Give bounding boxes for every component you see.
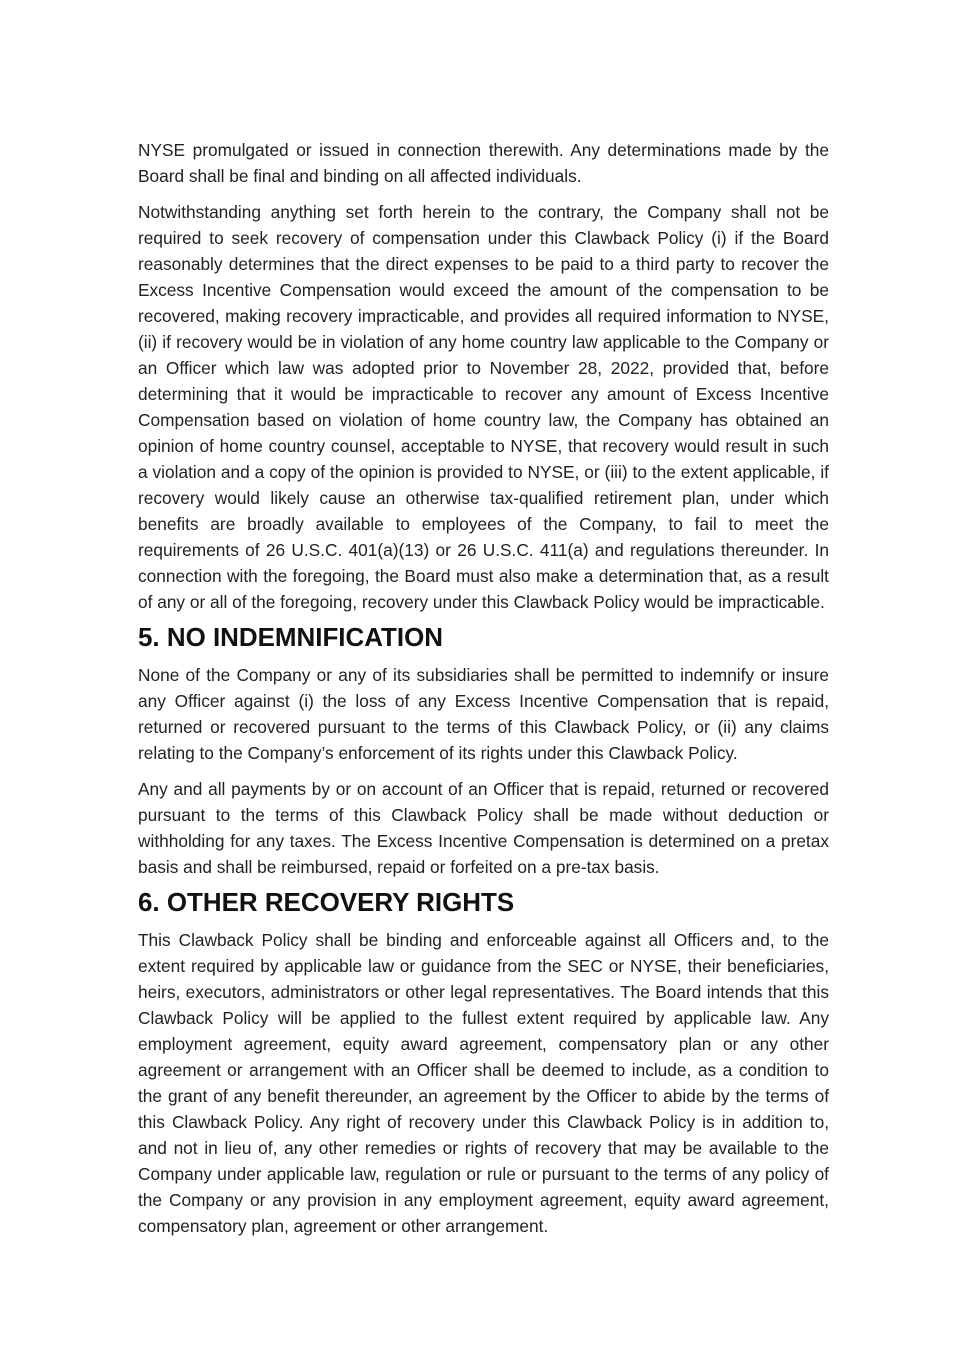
paragraph-no-indemnification: None of the Company or any of its subsidiaries shall be permitted to indemnify or insure any Officer against (i) the loss of any Excess Incentive Compensation that is repaid, returned or recovered pursuant to the terms of this Clawback Policy, or (ii) any claims relating to the Company’s enforcement of its rights under this Clawback Policy. <box>138 665 829 763</box>
paragraph-recovery-exceptions: Notwithstanding anything set forth herein to the contrary, the Company shall not be required to seek recovery of compensation under this Clawback Policy (i) if the Board reasonably determines that the direct expenses to be paid to a third party to recover the Excess Incentive Compensation would exceed the amount of the compensation to be recovered, making recovery impracticable, and provides all required information to NYSE, (ii) if recovery would be in violation of any home country law applicable to the Company or an Officer which law was adopted prior to November 28, 2022, provided that, before determining that it would be impracticable to recover any amount of Excess Incentive Compensation based on violation of home country law, the Company has obtained an opinion of home country counsel, acceptable to NYSE, that recovery would result in such a violation and a copy of the opinion is provided to NYSE, or (iii) to the extent applicable, if recovery would likely cause an otherwise tax-qualified retirement plan, under which benefits are broadly available to employees of the Company, to fail to meet the requirements of 26 U.S.C. 401(a)(13) or 26 U.S.C. 411(a) and regulations thereunder. In connection with the foregoing, the Board must also make a determination that, as a result of any or all of the foregoing, recovery under this Clawback Policy would be impracticable. <box>138 202 829 612</box>
paragraph-tax-basis: Any and all payments by or on account of an Officer that is repaid, returned or recovered pursuant to the terms of this Clawback Policy shall be made without deduction or withholding for any taxes. The Excess Incentive Compensation is determined on a pretax basis and shall be reimbursed, repaid or forfeited on a pre-tax basis. <box>138 779 829 877</box>
section-heading-other-recovery-rights: 6. OTHER RECOVERY RIGHTS <box>138 889 515 917</box>
document-page <box>138 137 829 1249</box>
paragraph-board-determinations: NYSE promulgated or issued in connection therewith. Any determinations made by the Board shall be final and binding on all affected individuals. <box>138 140 829 186</box>
section-heading-no-indemnification: 5. NO INDEMNIFICATION <box>138 624 444 652</box>
paragraph-other-recovery-rights: This Clawback Policy shall be binding and enforceable against all Officers and, to the extent required by applicable law or guidance from the SEC or NYSE, their beneficiaries, heirs, executors, administrators or other legal representatives. The Board intends that this Clawback Policy will be applied to the fullest extent required by applicable law. Any employment agreement, equity award agreement, compensatory plan or any other agreement or arrangement with an Officer shall be deemed to include, as a condition to the grant of any benefit thereunder, an agreement by the Officer to abide by the terms of this Clawback Policy. Any right of recovery under this Clawback Policy is in addition to, and not in lieu of, any other remedies or rights of recovery that may be available to the Company under applicable law, regulation or rule or pursuant to the terms of any policy of the Company or any provision in any employment agreement, equity award agreement, compensatory plan, agreement or other arrangement. <box>138 930 829 1236</box>
